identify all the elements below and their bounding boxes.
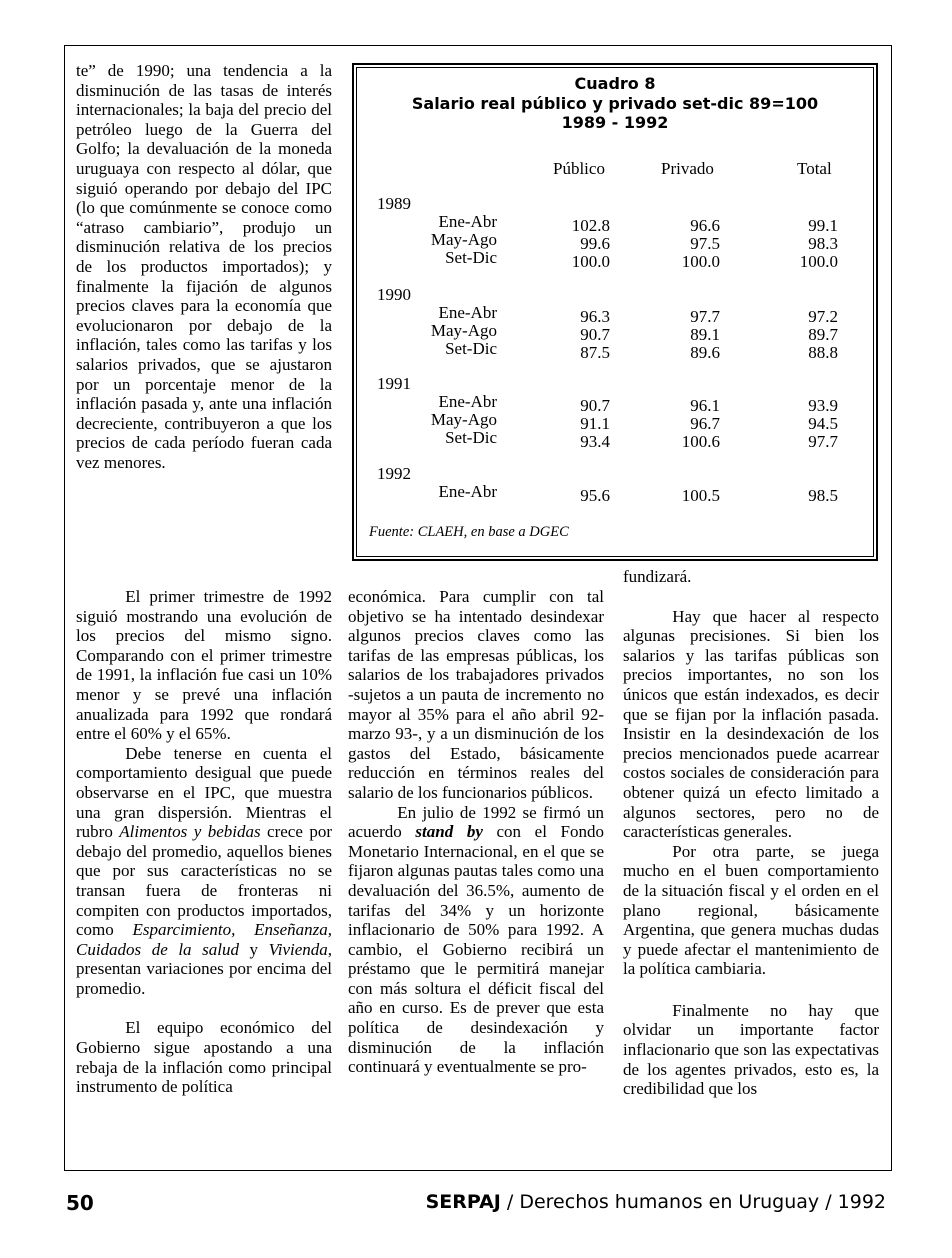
table-cell: 95.6	[580, 486, 610, 505]
column-1-top	[76, 61, 332, 472]
table-cell: 89.7	[808, 325, 838, 344]
period-label: Set-Dic	[445, 428, 497, 447]
paragraph	[348, 803, 604, 1077]
table-title: Cuadro 8	[574, 74, 656, 93]
table-cell: 96.6	[690, 216, 720, 235]
table-inner-border	[356, 67, 874, 557]
table-cell: 99.1	[808, 216, 838, 235]
column-header: Total	[797, 159, 832, 178]
text-run: crece por debajo del promedio, aquellos bienes que por sus características no se transan fuera de fronteras ni compiten con productos importados, como	[76, 822, 333, 940]
period-label: May-Ago	[430, 230, 497, 249]
paragraph: económica. Para cumplir con tal objetivo se ha intentado desindexar algunos precios claves como las tarifas de las empresas públicas, los salarios de los trabajadores privados -sujetos a un pauta de incremento no mayor al 35% para el año abril 92-marzo 93-, y a un disminución de los gastos del Estado, básicamente reducción en términos reales del salario de los funcionarios públicos.	[348, 587, 604, 802]
table-cell: 102.8	[571, 216, 610, 235]
paragraph: El equipo económico del Gobierno sigue apostando a una rebaja de la inflación como principal instrumento de política	[76, 1018, 332, 1097]
italic-term: Alimentos y bebidas	[119, 822, 261, 842]
table-box	[352, 63, 878, 561]
year-label: 1992	[377, 464, 411, 483]
table-cell: 100.0	[571, 252, 610, 271]
period-label: Set-Dic	[445, 248, 497, 267]
period-label: May-Ago	[430, 321, 497, 340]
table-cell: 96.3	[580, 307, 610, 326]
table-cell: 87.5	[580, 343, 610, 362]
table-cell: 100.5	[681, 486, 720, 505]
text-run: , presentan variaciones por encima del promedio.	[76, 939, 333, 998]
running-footer	[426, 1191, 886, 1213]
table-cell: 97.7	[690, 307, 720, 326]
italic-term: stand by	[415, 822, 483, 842]
table-cell: 94.5	[808, 414, 838, 433]
column-header: Público	[553, 159, 605, 178]
table-cell: 100.6	[681, 432, 720, 451]
table-cell: 98.3	[808, 234, 838, 253]
paragraph: Hay que hacer al respecto algunas precisiones. Si bien los salarios y las tarifas públicas son precios importantes, no son los únicos que están indexados, es decir que se fijan por la inflación pasada. Insistir en la desindexación de los precios mencionados puede acarrear costos sociales de consideración para obtener quizá un efecto limitado a algunos sectores, pero no de características generales.	[623, 606, 879, 842]
table-cell: 96.1	[690, 396, 720, 415]
table-cell: 100.0	[681, 252, 720, 271]
year-label: 1991	[377, 374, 411, 393]
table-cell: 89.1	[690, 325, 720, 344]
period-label: Ene-Abr	[438, 482, 497, 501]
table-period: 1989 - 1992	[561, 113, 669, 132]
table-cell: 90.7	[580, 396, 610, 415]
column-1-bottom	[76, 587, 332, 1097]
text-run: con el Fondo Monetario Internacional, en el que se fijaron algunas pautas tales como una devaluación del 36.5%, aumento de tarifas del 34% y un horizonte inflacionario de 50% para 1992. A cambio, el Gobierno recibirá un préstamo que le permitirá manejar con más soltura el déficit fiscal del año en curso. Es de prever que esta política de desindexación y disminución de la inflación continuará y eventualmente se pro-	[348, 822, 604, 1077]
footer-title: / Derechos humanos en Uruguay / 1992	[500, 1191, 886, 1213]
italic-term: Vivienda	[268, 939, 328, 959]
table-cell: 98.5	[808, 486, 838, 505]
paragraph	[76, 744, 332, 999]
period-label: Ene-Abr	[438, 303, 497, 322]
text-run: Debe tenerse en cuenta el comportamiento desigual que puede observarse en el IPC, que muestra una gran dispersión. Mientras el rubro	[76, 743, 332, 842]
column-3	[623, 567, 879, 1099]
table-cell: 93.4	[580, 432, 610, 451]
year-label: 1990	[377, 285, 411, 304]
period-label: Set-Dic	[445, 339, 497, 358]
table-cell: 97.5	[690, 234, 720, 253]
table-cell: 97.2	[808, 307, 838, 326]
paragraph: te” de 1990; una tendencia a la disminución de las tasas de interés internacionales; la baja del precio del petróleo luego de la Guerra del Golfo; la devaluación de la moneda uruguaya con respecto al dólar, que siguió operando por debajo del IPC (lo que comúnmente se conoce como “atraso cambiario”, produjo un disminución relativa de los precios de los productos importados); y finalmente la fijación de algunos precios claves para la economía que evolucionaron por debajo de la inflación, tales como las tarifas y los salarios privados, que se ajustaron por un porcentaje menor de la inflación pasada y, ante una inflación decreciente, contribuyeron a que los precios de cada período fueran cada vez menores.	[76, 61, 332, 472]
text-run: y	[238, 939, 269, 959]
table-cell: 97.7	[808, 432, 838, 451]
italic-term: Esparcimiento, Enseñanza, Cuidados de la salud	[76, 920, 332, 959]
table-cell: 93.9	[808, 396, 838, 415]
paragraph: Finalmente no hay que olvidar un importante factor inflacionario que son las expectativas de los agentes privados, esto es, la credibilidad que los	[623, 1000, 879, 1099]
table-subtitle: Salario real público y privado set-dic 89=100	[411, 94, 819, 113]
text-run: En julio de 1992 se firmó un acuerdo	[348, 802, 604, 842]
table-cell: 90.7	[580, 325, 610, 344]
paragraph: fundizará.	[623, 567, 692, 586]
table-cell: 91.1	[580, 414, 610, 433]
paragraph: Por otra parte, se juega mucho en el buen comportamiento de la situación fiscal y el orden en el plano regional, básicamente Argentina, que genera muchas dudas y puede afectar el mantenimiento de la política cambiaria.	[623, 841, 879, 979]
page-number: 50	[66, 1191, 94, 1215]
period-label: Ene-Abr	[438, 212, 497, 231]
table-cell: 89.6	[690, 343, 720, 362]
table-cell: 96.7	[690, 414, 720, 433]
footer-brand: SERPAJ	[425, 1191, 501, 1213]
table-cell: 99.6	[580, 234, 610, 253]
table-cell: 88.8	[808, 343, 838, 362]
table-cell: 100.0	[799, 252, 838, 271]
table-source: Fuente: CLAEH, en base a DGEC	[369, 524, 569, 540]
year-label: 1989	[377, 194, 411, 213]
period-label: May-Ago	[430, 410, 497, 429]
column-header: Privado	[661, 159, 714, 178]
paragraph: El primer trimestre de 1992 siguió mostrando una evolución de los precios del mismo signo. Comparando con el primer trimestre de 1991, la inflación fue casi un 10% menor y se prevé una inflación anualizada para 1992 que rondará entre el 60% y el 65%.	[76, 587, 332, 744]
period-label: Ene-Abr	[438, 392, 497, 411]
column-2	[348, 587, 604, 1077]
